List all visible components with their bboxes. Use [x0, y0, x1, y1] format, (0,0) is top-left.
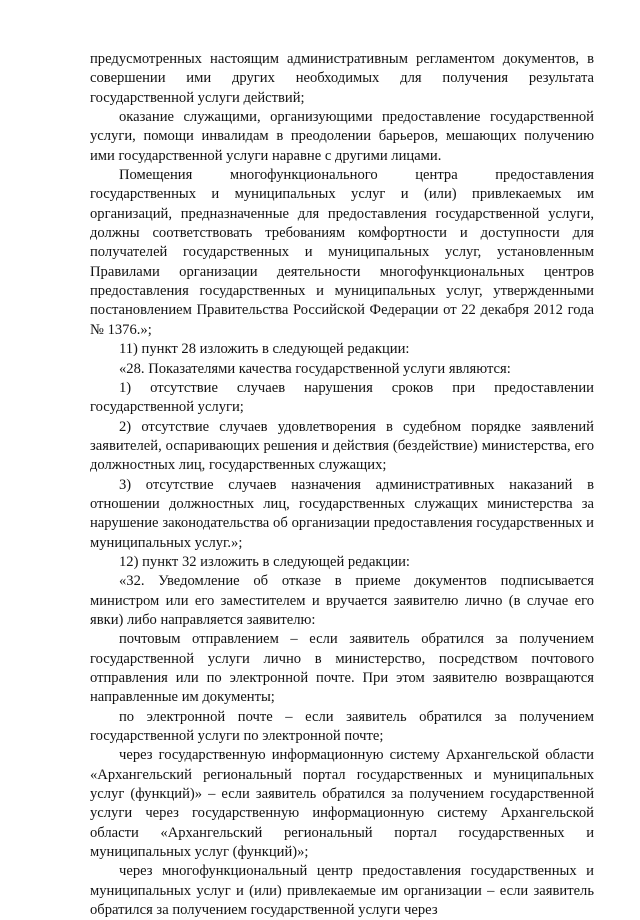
paragraph: предусмотренных настоящим административным регламентом документов, в совершении ими других необходимых для получения результата государственной услуги действий; — [90, 51, 594, 106]
paragraph: 3) отсутствие случаев назначения административных наказаний в отношении должностных лиц, государственных служащих министерства за нарушение законодательства об организации предоставления государственных и муниципальных услуг.»; — [90, 476, 594, 551]
paragraph: «28. Показателями качества государственной услуги являются: — [119, 360, 511, 377]
paragraph: 2) отсутствие случаев удовлетворения в судебном порядке заявлений заявителей, оспаривающих решения и действия (бездействие) министерства, его должностных лиц, государственных служащих; — [90, 418, 594, 474]
paragraph: 11) пункт 28 изложить в следующей редакции: — [119, 341, 410, 358]
paragraph: оказание служащими, организующими предоставление государственной услуги, помощи инвалидам в преодолении барьеров, мешающих получению ими государственной услуги наравне с другими лицами. — [90, 109, 594, 164]
paragraph: через многофункциональный центр предоставления государственных и муниципальных услуг и (или) привлекаемые им организации – если заявитель обратился за получением государственной услуги через — [90, 863, 594, 919]
paragraph: через государственную информационную систему Архангельской области «Архангельский региональный портал государственных и муниципальных услуг (функций)» – если заявитель обратился за получением государственной услуги через государственную информационную систему Архангельской области «Архангельский региональный портал государственных и муниципальных услуг (функций)»; — [90, 747, 594, 861]
paragraph: Помещения многофункционального центра предоставления государственных и муниципальных услуг и (или) привлекаемых им организаций, предназначенные для предоставления государственной услуги, должны соответствовать требованиям комфортности и доступности для получателей государственных и муниципальных услуг, установленным Правилами организации деятельности многофункциональных центров предоставления государственных и муниципальных услуг, утвержденными постановлением Правительства Российской Федерации от 22 декабря 2012 года № 1376.»; — [90, 167, 594, 338]
paragraph: 1) отсутствие случаев нарушения сроков при предоставлении государственной услуги; — [90, 379, 594, 416]
paragraph: «32. Уведомление об отказе в приеме документов подписывается министром или его заместителем и вручается заявителю лично (в случае его явки) либо направляется заявителю: — [90, 573, 594, 628]
document-body — [90, 50, 594, 920]
paragraph: по электронной почте – если заявитель обратился за получением государственной услуги по электронной почте; — [90, 708, 594, 745]
paragraph: 12) пункт 32 изложить в следующей редакции: — [119, 553, 410, 570]
paragraph: почтовым отправлением – если заявитель обратился за получением государственной услуги лично в министерство, посредством почтового отправления или по электронной почте. При этом заявителю возвращаются направленные им документы; — [90, 631, 594, 706]
